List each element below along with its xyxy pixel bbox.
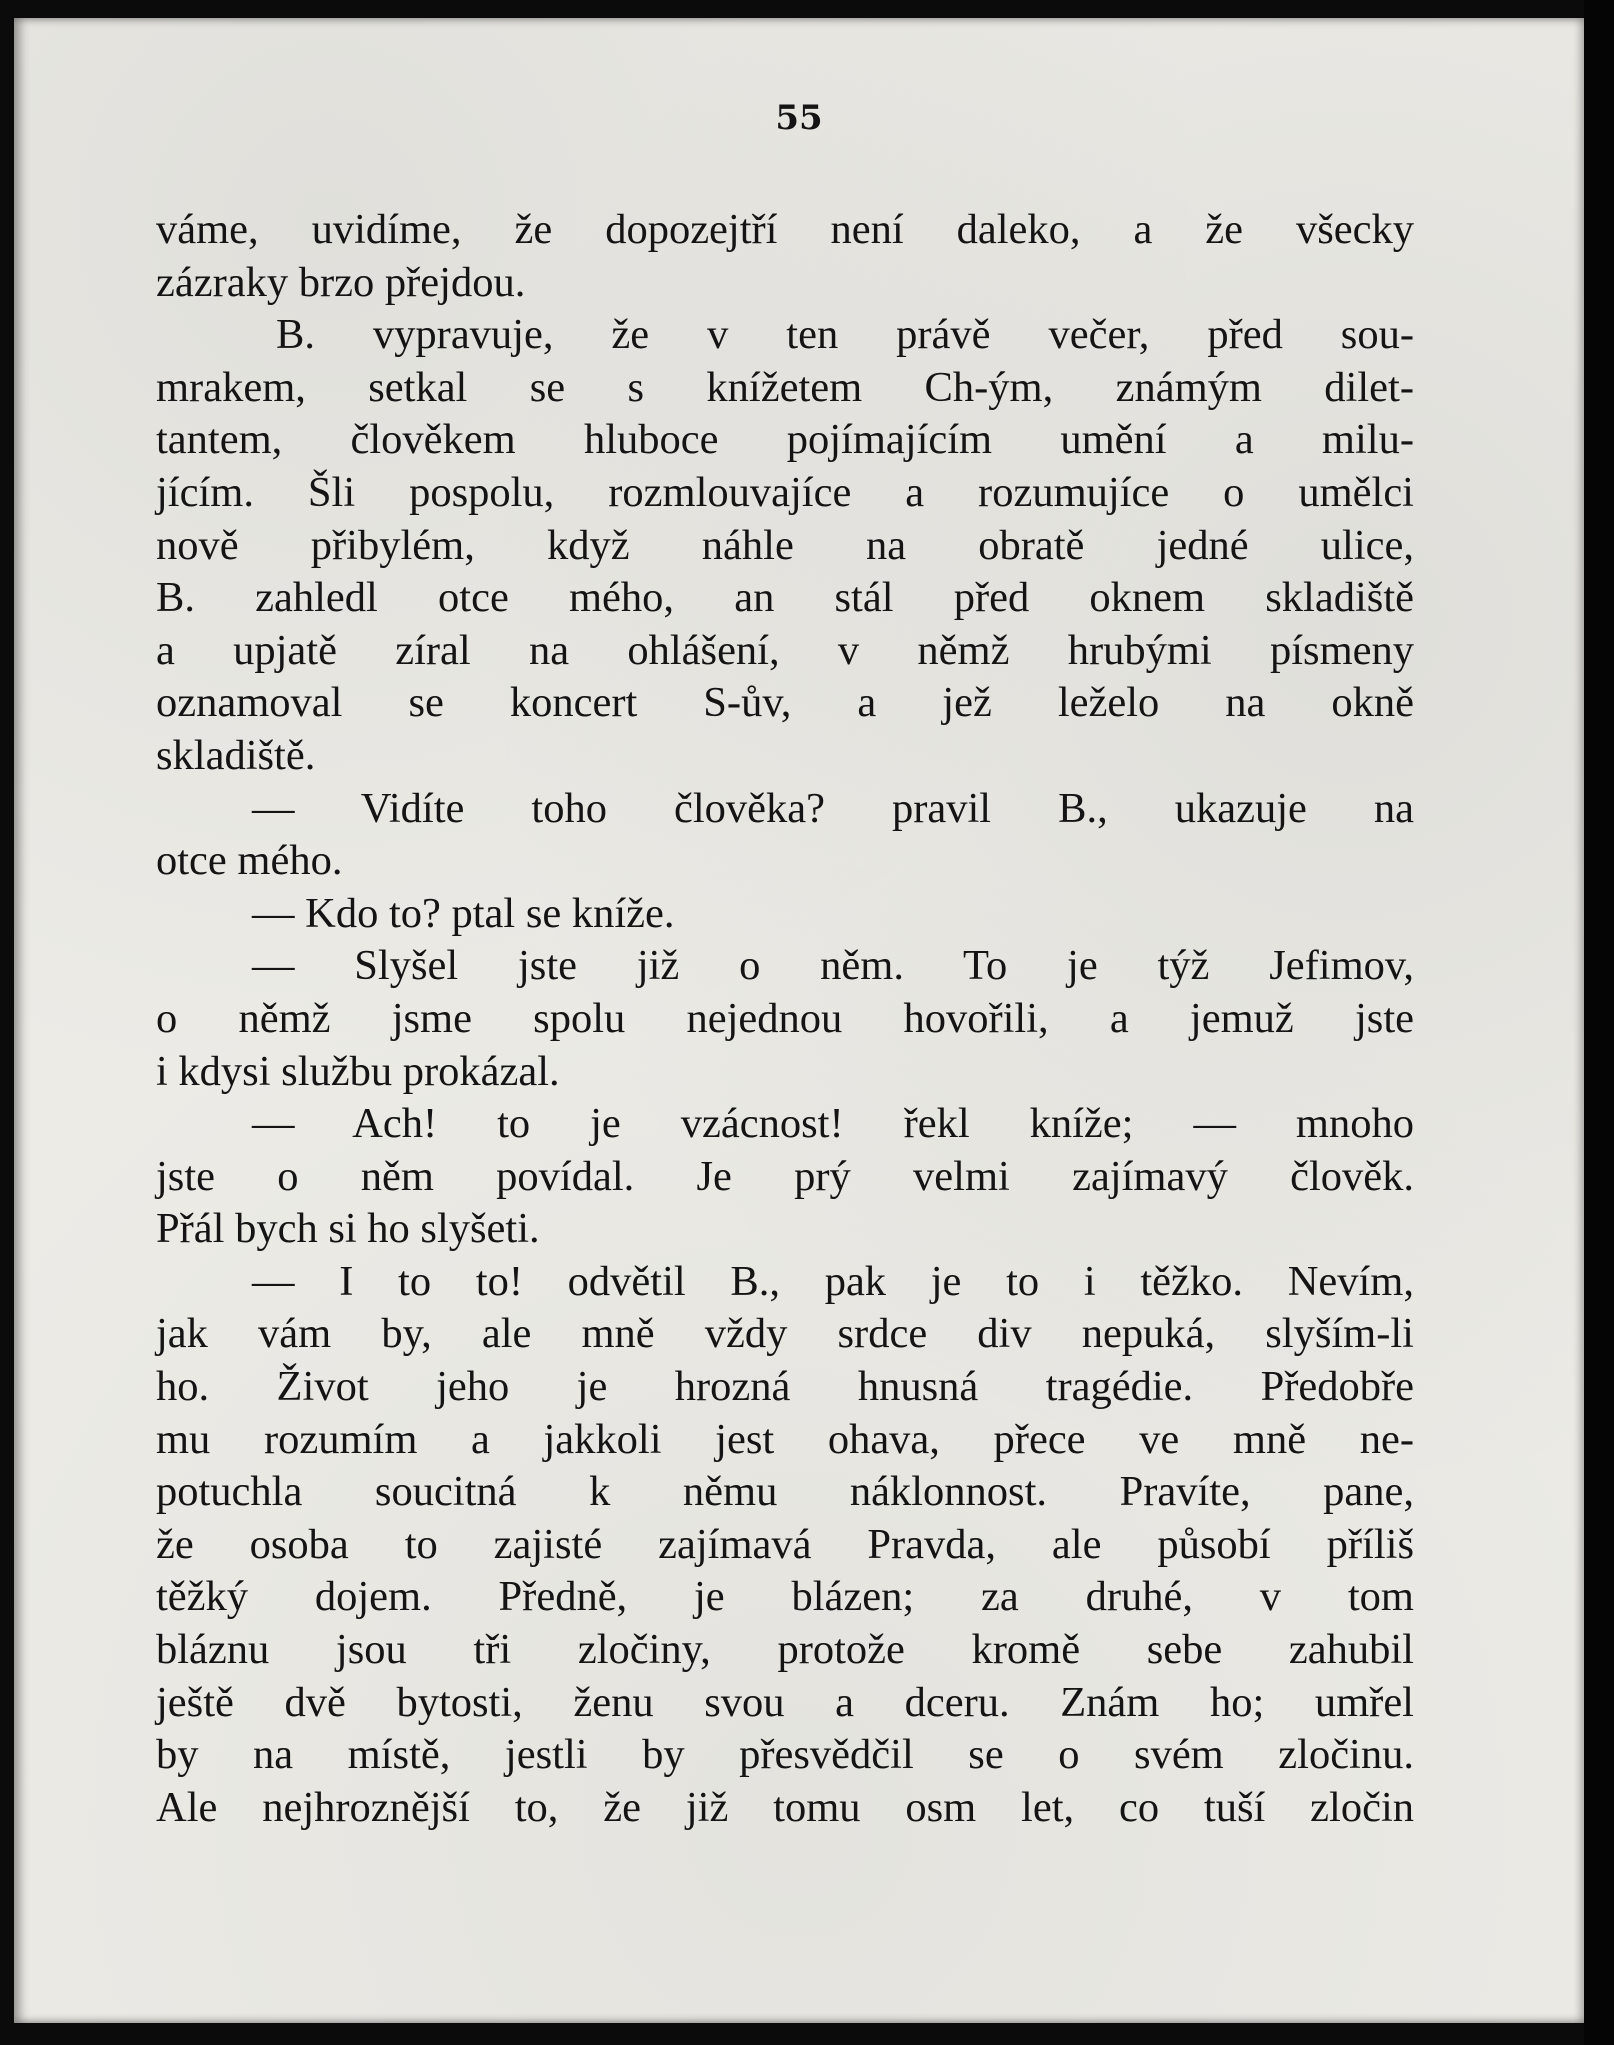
text-line: jícím. Šli pospolu, rozmlouvajíce a rozumujíce o umělci: [156, 468, 1414, 516]
text-line: B. vypravuje, že v ten právě večer, před sou-: [276, 311, 1414, 359]
text-line: že osoba to zajisté zajímavá Pravda, ale působí příliš: [156, 1520, 1414, 1568]
text-line: i kdysi službu prokázal.: [156, 1047, 560, 1095]
text-line: — I to to! odvětil B., pak je to i těžko. Nevím,: [252, 1257, 1414, 1305]
text-line: těžký dojem. Předně, je blázen; za druhé, v tom: [156, 1573, 1414, 1621]
text-line: bláznu jsou tři zločiny, protože kromě sebe zahubil: [156, 1626, 1414, 1674]
text-line: mrakem, setkal se s knížetem Ch-ým, známým dilet-: [156, 363, 1414, 411]
text-line: ještě dvě bytosti, ženu svou a dceru. Znám ho; umřel: [156, 1678, 1414, 1726]
text-line: a upjatě zíral na ohlášení, v němž hrubými písmeny: [156, 626, 1414, 674]
text-line: tantem, člověkem hluboce pojímajícím umění a milu-: [156, 416, 1414, 464]
text-line: oznamoval se koncert S-ův, a jež leželo na okně: [156, 679, 1414, 727]
page-edge-shadow: [1584, 0, 1614, 2045]
text-line: jak vám by, ale mně vždy srdce div nepuká, slyším-li: [156, 1310, 1414, 1358]
text-line: — Kdo to? ptal se kníže.: [252, 889, 675, 937]
text-line: potuchla soucitná k němu náklonnost. Pravíte, pane,: [156, 1468, 1414, 1516]
text-line: otce mého.: [156, 837, 343, 885]
text-line: nově přibylém, když náhle na obratě jedné ulice,: [156, 521, 1414, 569]
book-page: [14, 18, 1584, 2023]
text-line: zázraky brzo přejdou.: [156, 258, 526, 306]
text-line: o němž jsme spolu nejednou hovořili, a jemuž jste: [156, 994, 1414, 1042]
text-line: — Ach! to je vzácnost! řekl kníže; — mnoho: [252, 1100, 1414, 1148]
text-line: mu rozumím a jakkoli jest ohava, přece ve mně ne-: [156, 1415, 1414, 1463]
text-line: jste o něm povídal. Je prý velmi zajímavý člověk.: [156, 1152, 1414, 1200]
text-line: B. zahledl otce mého, an stál před oknem skladiště: [156, 574, 1414, 622]
text-line: — Slyšel jste již o něm. To je týž Jefimov,: [252, 942, 1414, 990]
text-line: Přál bych si ho slyšeti.: [156, 1205, 540, 1253]
text-line: Ale nejhroznější to, že již tomu osm let, co tuší zločin: [156, 1783, 1414, 1831]
text-line: ho. Život jeho je hrozná hnusná tragédie. Předobře: [156, 1363, 1414, 1411]
text-line: skladiště.: [156, 731, 316, 779]
text-line: váme, uvidíme, že dopozejtří není daleko, a že všecky: [156, 206, 1414, 253]
text-line: by na místě, jestli by přesvědčil se o svém zločinu.: [156, 1731, 1414, 1779]
page-number: 55: [775, 98, 823, 138]
body-text: [156, 204, 1414, 1834]
text-line: — Vidíte toho člověka? pravil B., ukazuje na: [252, 784, 1414, 832]
